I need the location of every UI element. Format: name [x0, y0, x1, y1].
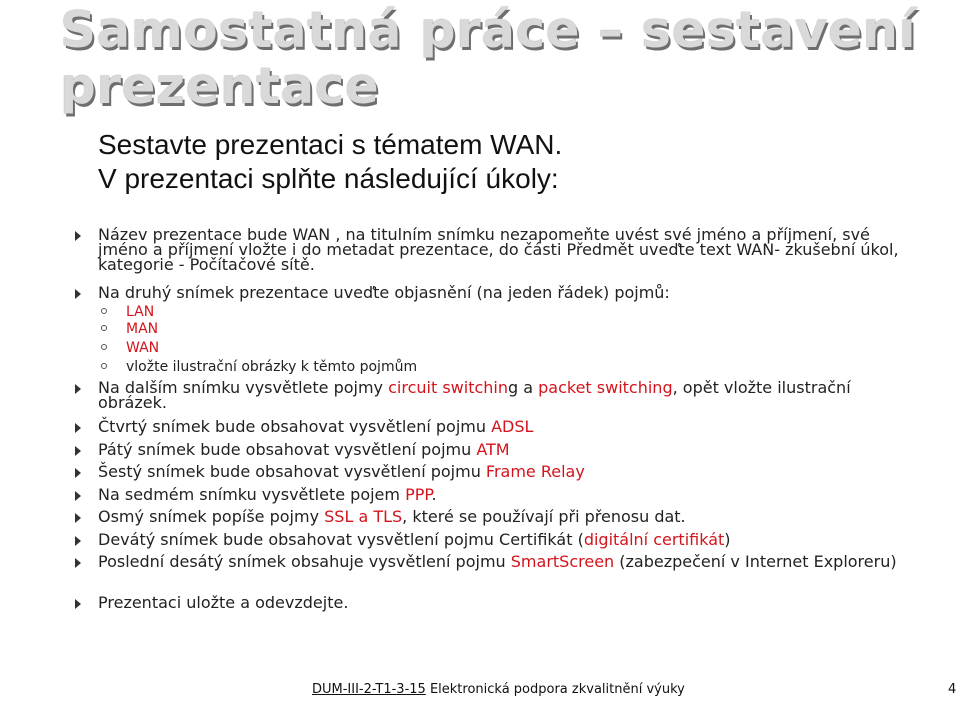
item-text: Devátý snímek bude obsahovat vysvětlení pojmu Certifikát (	[98, 530, 584, 549]
item-text: g a	[507, 378, 539, 397]
item-text: (zabezpečení v Internet Exploreru)	[614, 552, 897, 571]
slide-title: Samostatná práce – sestavení prezentace	[60, 1, 917, 115]
list-item	[98, 509, 908, 524]
item-text: .	[431, 485, 437, 504]
sub-list-item	[126, 321, 906, 337]
term-lan: LAN	[126, 304, 155, 320]
term-atm: ATM	[476, 440, 510, 459]
footer-code: DUM-III-2-T1-3-15	[312, 682, 426, 697]
item-text: Na dalším snímku vysvětlete pojmy	[98, 378, 389, 397]
sub-list-item	[126, 304, 906, 320]
list-item	[98, 532, 908, 547]
slide-subtitle	[98, 128, 918, 196]
sub-list-item	[126, 359, 906, 375]
list-item	[98, 554, 908, 569]
item-text: )	[724, 530, 731, 549]
term-digital-certificate: digitální certifikát	[583, 530, 725, 549]
item-text: Na druhý snímek prezentace uveďte objasnění (na jeden řádek) pojmů:	[98, 283, 670, 302]
list-item	[98, 227, 908, 272]
subtitle-line: V prezentaci splňte následující úkoly:	[98, 163, 559, 194]
list-item	[98, 487, 908, 502]
term-smartscreen: SmartScreen	[510, 552, 615, 571]
term-adsl: ADSL	[491, 417, 534, 436]
term-circuit-switching: circuit switchin	[388, 378, 508, 397]
list-item	[98, 464, 908, 479]
term-wan: WAN	[126, 340, 160, 356]
item-text: Název prezentace bude WAN , na titulním snímku nezapomeňte uvést své jméno a příjmení, své jméno a příjmení vložte i do metadat prezentace, do části Předmět uveďte text WAN- zkušební úkol, kategorie - Počítačové sítě.	[98, 225, 899, 274]
term-packet-switching: packet switching	[538, 378, 673, 397]
item-text: Prezentaci uložte a odevzdejte.	[98, 593, 349, 612]
item-text: Šestý snímek bude obsahovat vysvětlení pojmu	[98, 462, 486, 481]
item-text: Poslední desátý snímek obsahuje vysvětlení pojmu	[98, 552, 511, 571]
page-number: 4	[948, 682, 957, 697]
list-item	[98, 419, 908, 434]
item-text: Pátý snímek bude obsahovat vysvětlení pojmu	[98, 440, 477, 459]
list-item	[98, 285, 908, 300]
item-text: Čtvrtý snímek bude obsahovat vysvětlení pojmu	[98, 417, 492, 436]
item-text: , které se používají při přenosu dat.	[402, 507, 686, 526]
item-text: , opět vložte ilustrační obrázek.	[98, 378, 851, 412]
item-text: Na sedmém snímku vysvětlete pojem	[98, 485, 406, 504]
item-text: Osmý snímek popíše pojmy	[98, 507, 325, 526]
item-text: vložte ilustrační obrázky k těmto pojmům	[126, 359, 418, 375]
subtitle-line: Sestavte prezentaci s tématem WAN.	[98, 129, 563, 160]
list-item	[98, 380, 908, 410]
footer-text: Elektronická podpora zkvalitnění výuky	[425, 682, 685, 697]
term-frame-relay: Frame Relay	[485, 462, 585, 481]
slide-footer	[312, 682, 685, 698]
sub-list-item	[126, 340, 906, 356]
list-item	[98, 442, 908, 457]
term-ssl-tls: SSL a TLS	[324, 507, 403, 526]
term-man: MAN	[126, 321, 159, 337]
list-item	[98, 595, 908, 610]
term-ppp: PPP	[405, 485, 432, 504]
